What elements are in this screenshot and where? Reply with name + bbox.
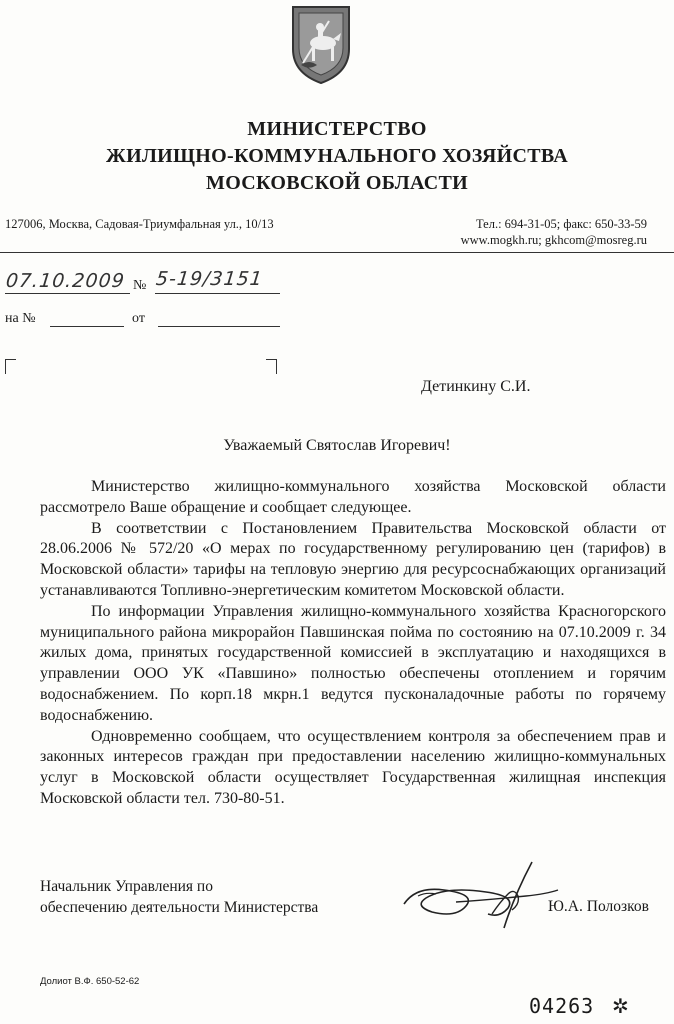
number-underline: [155, 293, 280, 294]
reply-to-label: на №: [5, 311, 36, 326]
handwritten-signature-icon: [396, 856, 564, 930]
ministry-name-line-2: ЖИЛИЩНО-КОММУНАЛЬНОГО ХОЗЯЙСТВА: [106, 145, 568, 167]
paragraph-2: В соответствии с Постановлением Правительства Московской области от 28.06.2006 № 572/20 «О мерах по государственному регулированию цен (тарифов) в Московской области» тарифы на тепловую энергию для ресурсоснабжающих организаций устанавливаются Топливно-энергетическим комитетом Московской области.: [40, 519, 666, 599]
reply-to-blank: [50, 326, 124, 327]
header-divider: [0, 252, 674, 253]
date-underline: [5, 293, 130, 294]
registration-number: 5-19/3151: [154, 268, 265, 290]
salutation: Уважаемый Святослав Игоревич!: [223, 437, 451, 454]
coat-of-arms-icon: [289, 3, 353, 85]
number-label: №: [133, 278, 147, 293]
star-mark-icon: ✲: [612, 996, 629, 1018]
signer-name: Ю.А. Полозков: [548, 898, 649, 915]
signer-title-line-1: Начальник Управления по: [40, 878, 213, 895]
registration-date: 07.10.2009: [4, 270, 126, 292]
document-serial-number: 04263: [529, 994, 595, 1018]
ministry-web-email: www.mogkh.ru; gkhcom@mosreg.ru: [460, 233, 647, 247]
addressee: Детинкину С.И.: [421, 378, 531, 395]
ministry-phone-fax: Тел.: 694-31-05; факс: 650-33-59: [476, 217, 647, 231]
ministry-address: 127006, Москва, Садовая-Триумфальная ул., 10/13: [5, 217, 274, 231]
paragraph-4: Одновременно сообщаем, что осуществлением контроля за обеспечением прав и законных интересов граждан при предоставлении населению жилищно-коммунальных услуг в Московской области осуществляет Государственная жилищная инспекция Московской области тел. 730-80-51.: [40, 727, 666, 807]
paragraph-3: По информации Управления жилищно-коммунального хозяйства Красногорского муниципального района микрорайон Павшинская пойма по состоянию на 07.10.2009 г. 34 жилых дома, принятых государственной комиссией в эксплуатацию и находящихся в управлении ООО УК «Павшино» полностью обеспечены отоплением и горячим водоснабжением. По корп.18 мкрн.1 ведутся пусконаладочные работы по горячему водоснабжению.: [40, 602, 666, 724]
ministry-name-line-1: МИНИСТЕРСТВО: [247, 118, 427, 140]
from-label: от: [132, 311, 145, 326]
from-blank: [158, 326, 280, 327]
ministry-name-line-3: МОСКОВСКОЙ ОБЛАСТИ: [206, 172, 468, 194]
signer-title-line-2: обеспечению деятельности Министерства: [40, 899, 319, 916]
address-corner-right: [266, 359, 277, 374]
executor-contact: Долиот В.Ф. 650-52-62: [40, 976, 140, 987]
letter-body: [40, 477, 666, 810]
paragraph-1: Министерство жилищно-коммунального хозяйства Московской области рассмотрело Ваше обращение и сообщает следующее.: [40, 478, 666, 516]
address-corner-left: [5, 359, 16, 374]
